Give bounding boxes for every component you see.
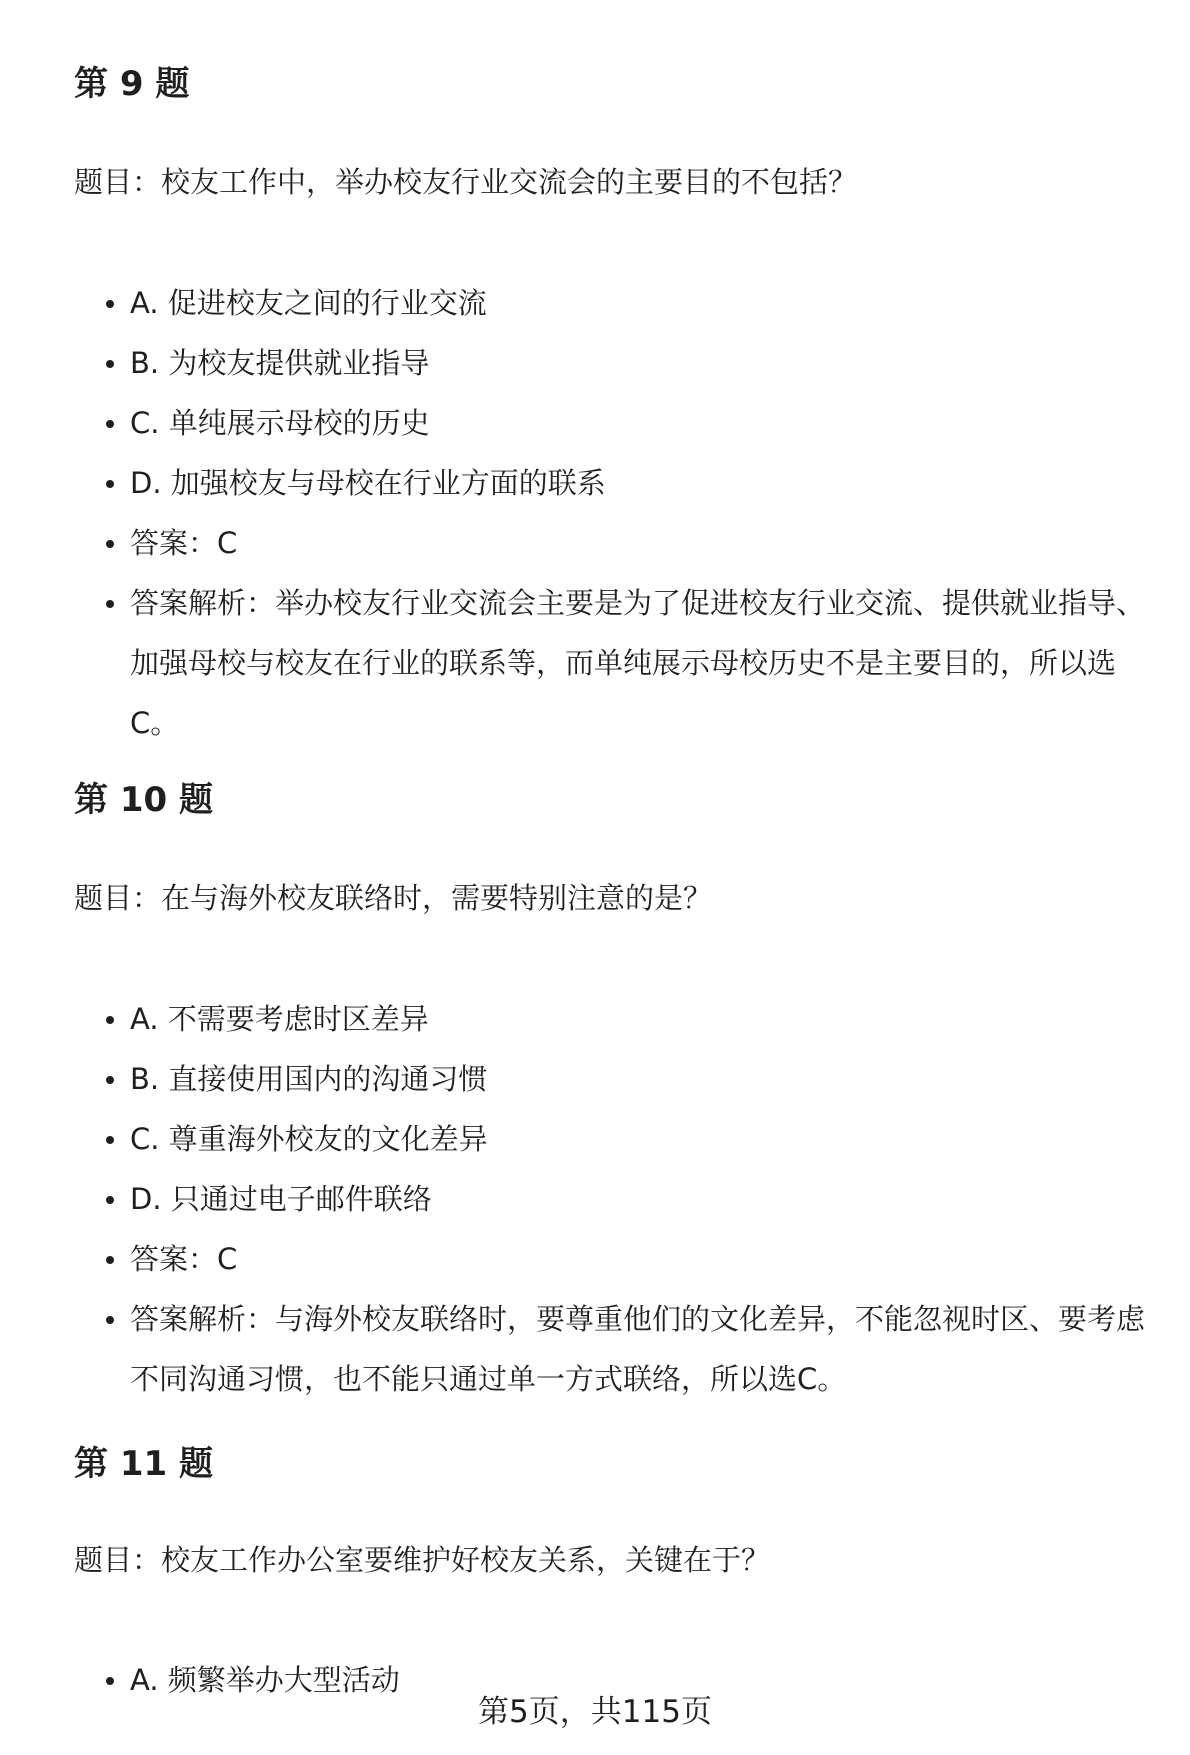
question-text: 题目：校友工作办公室要维护好校友关系，关键在于？	[74, 1543, 771, 1577]
answer-item: 答案：C	[74, 513, 1164, 573]
option-item: B. 为校友提供就业指导	[74, 333, 1164, 393]
option-item: A. 频繁举办大型活动	[74, 1650, 1164, 1710]
question-title: 第 10 题	[74, 780, 213, 820]
option-item: C. 单纯展示母校的历史	[74, 393, 1164, 453]
option-item: A. 不需要考虑时区差异	[74, 989, 1164, 1049]
question-text: 题目：校友工作中，举办校友行业交流会的主要目的不包括？	[74, 165, 858, 199]
explanation-item: 答案解析：与海外校友联络时，要尊重他们的文化差异，不能忽视时区、要考虑不同沟通习惯，也不能只通过单一方式联络，所以选C。	[74, 1289, 1164, 1409]
option-item: C. 尊重海外校友的文化差异	[74, 1109, 1164, 1169]
page-number-footer: 第5页，共115页	[478, 1694, 712, 1730]
explanation-item: 答案解析：举办校友行业交流会主要是为了促进校友行业交流、提供就业指导、加强母校与校友在行业的联系等，而单纯展示母校历史不是主要目的，所以选C。	[74, 573, 1164, 753]
option-list	[74, 273, 1164, 753]
question-text: 题目：在与海外校友联络时，需要特别注意的是？	[74, 881, 713, 915]
question-title: 第 9 题	[74, 64, 190, 104]
option-item: D. 只通过电子邮件联络	[74, 1169, 1164, 1229]
question-title: 第 11 题	[74, 1444, 213, 1484]
option-item: B. 直接使用国内的沟通习惯	[74, 1049, 1164, 1109]
option-list	[74, 989, 1164, 1409]
answer-item: 答案：C	[74, 1229, 1164, 1289]
option-item: D. 加强校友与母校在行业方面的联系	[74, 453, 1164, 513]
option-item: A. 促进校友之间的行业交流	[74, 273, 1164, 333]
